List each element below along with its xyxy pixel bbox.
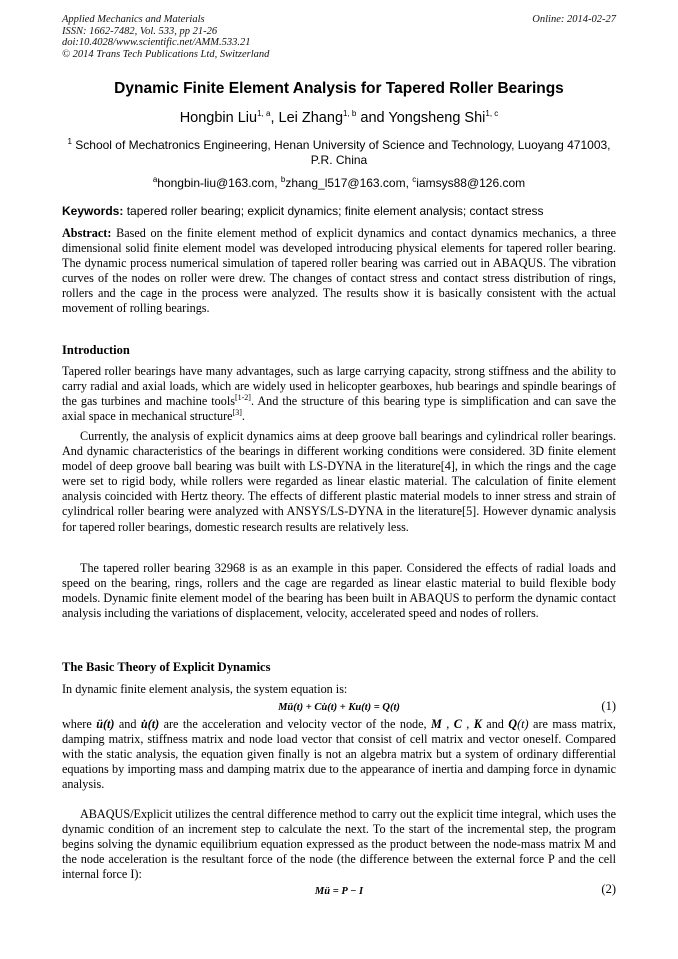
intro-p1-text-b: . And the structure of this bearing type is simplification and can save the axial space in mechanical structure bbox=[62, 394, 616, 424]
affiliation-text: School of Mechatronics Engineering, Henan University of Science and Technology, Luoyang 471003, P.R. China bbox=[71, 138, 611, 167]
issn: ISSN: 1662-7482, Vol. 533, pp 21-26 bbox=[62, 25, 218, 37]
email-a: hongbin-liu@163.com, bbox=[157, 176, 281, 190]
doi: doi:10.4028/www.scientific.net/AMM.533.21 bbox=[62, 37, 251, 48]
theory-paragraph-3: ABAQUS/Explicit utilizes the central difference method to carry out the explicit time integral, which uses the dynamic condition of an increment step to calculate the next. To the start of the incremental step, the program begins solving the dynamic equilibrium equation expressed as the product between the node-mass matrix M and the node acceleration is the resultant force of the node (the difference between the external force P and the cell internal force I): bbox=[62, 807, 616, 882]
symbol-q: Q bbox=[508, 717, 518, 731]
email-b: zhang_l517@163.com, bbox=[285, 176, 413, 190]
emails bbox=[62, 176, 616, 190]
abstract bbox=[62, 226, 616, 317]
email-a-sup: a bbox=[152, 175, 158, 184]
symbol-c: C bbox=[453, 717, 462, 731]
author-1: Hongbin Liu bbox=[179, 110, 258, 126]
comma-1: , bbox=[441, 717, 454, 731]
authors bbox=[62, 110, 616, 126]
intro-p1-text-c: . bbox=[241, 409, 245, 424]
theory-paragraph-2 bbox=[62, 717, 616, 792]
affiliation-sup: 1 bbox=[67, 137, 72, 146]
abstract-text: Based on the finite element method of explicit dynamics and contact dynamics mechanics, a three dimensional solid finite element model was developed introducing physical elements for tapered roller bearing. The dynamic process numerical simulation of tapered roller bearing was carried out in ABAQUS. The vibration curves of the nodes on roller were drew. The changes of contact stress and contact stress distribution of rings, rollers and the cage in the process were analyzed. The results show it is basically consistent with the actual movement of rolling bearings. bbox=[62, 226, 616, 316]
where-text: where bbox=[62, 717, 97, 731]
and-text: and bbox=[114, 717, 141, 731]
and-text-2: and bbox=[481, 717, 509, 731]
where-mid-text: are the acceleration and velocity vector of the node, bbox=[159, 717, 431, 731]
equation-2-number: (2) bbox=[601, 882, 616, 896]
symbol-m: M bbox=[431, 717, 442, 731]
comma-2: , bbox=[461, 717, 474, 731]
symbol-acceleration: ü(t) bbox=[96, 717, 115, 731]
author-2-sup: 1, b bbox=[343, 109, 357, 119]
paper-title: Dynamic Finite Element Analysis for Tapered Roller Bearings bbox=[114, 80, 564, 97]
abstract-label: Abstract: bbox=[62, 226, 112, 240]
intro-paragraph-2: Currently, the analysis of explicit dynamics aims at deep groove ball bearings and cylindrical roller bearings. And dynamic characteristics of the bearings in different working conditions were considered. 3D finite element model of deep groove ball bearing was built with LS-DYNA in the literature[4], in which the rings and the cage were set to rigid body, while rollers were regarded as linear elastic material. The calculation of finite element analysis coincided with Hertz theory. The effects of different plastic material models to inner stress and strain of cylindrical roller bearing were analyzed with ANSYS/LS-DYNA in the literature[5]. However dynamic analysis for tapered roller bearings, domestic research results are relatively less. bbox=[62, 429, 616, 534]
affiliation bbox=[62, 138, 616, 168]
symbol-q-arg: (t) bbox=[517, 717, 529, 731]
email-c-sup: c bbox=[412, 175, 417, 184]
symbol-k: K bbox=[473, 717, 482, 731]
intro-paragraph-1 bbox=[62, 364, 616, 424]
intro-paragraph-3: The tapered roller bearing 32968 is as an example in this paper. Considered the effects of radial loads and speed on the bearing, rings, rollers and the cage are regarded as linear elastic material to build flexible body models. Dynamic finite element model of the bearing has been built in ABAQUS to perform the dynamic contact analysis including the variations of displacement, velocity, accelerated speed and nodes of rollers. bbox=[62, 561, 616, 621]
equation-1: Mü(t) + Cu̇(t) + Ku(t) = Q(t) bbox=[278, 702, 400, 713]
theory-paragraph-1: In dynamic finite element analysis, the system equation is: bbox=[62, 682, 348, 696]
keywords-label: Keywords: bbox=[62, 204, 124, 218]
intro-p1-ref-1: [1-2] bbox=[234, 393, 251, 403]
intro-p1-ref-2: [3] bbox=[232, 408, 242, 418]
author-1-sup: 1, a bbox=[257, 109, 271, 119]
email-c: iamsys88@126.com bbox=[416, 176, 526, 190]
journal-header bbox=[62, 14, 269, 60]
email-b-sup: b bbox=[280, 175, 286, 184]
author-3-sup: 1, c bbox=[485, 109, 499, 119]
keywords-text: tapered roller bearing; explicit dynamics; finite element analysis; contact stress bbox=[123, 204, 544, 218]
equation-1-number: (1) bbox=[601, 699, 616, 713]
intro-heading: Introduction bbox=[62, 343, 130, 357]
theory-heading: The Basic Theory of Explicit Dynamics bbox=[62, 660, 271, 674]
copyright: © 2014 Trans Tech Publications Ltd, Switzerland bbox=[62, 48, 270, 60]
online-date: Online: 2014-02-27 bbox=[532, 14, 616, 25]
author-3: and Yongsheng Shi bbox=[356, 110, 486, 126]
intro-p1-text-a: Tapered roller bearings have many advantages, such as large carrying capacity, strong stiffness and the ability to carry radial and axial loads, which are widely used in helicopter gearboxes, hub bearings and spindle bearings of the gas turbines and machine tools bbox=[62, 364, 616, 409]
journal-name: Applied Mechanics and Materials bbox=[62, 14, 205, 25]
symbol-velocity: u̇(t) bbox=[140, 717, 160, 731]
author-2: , Lei Zhang bbox=[270, 110, 344, 126]
equation-2: Mü = P − I bbox=[314, 886, 364, 897]
keywords bbox=[62, 204, 616, 218]
theory-p2-rest: are mass matrix, damping matrix, stiffness matrix and node load vector that consist of cell matrix and vector oneself. Compared with the static analysis, the equation given finally is not an algebra matrix but a system of ordinary differential equations by importing mass and damping matrix due to the appearance of inertia and damping force in dynamic analysis. bbox=[62, 717, 616, 792]
